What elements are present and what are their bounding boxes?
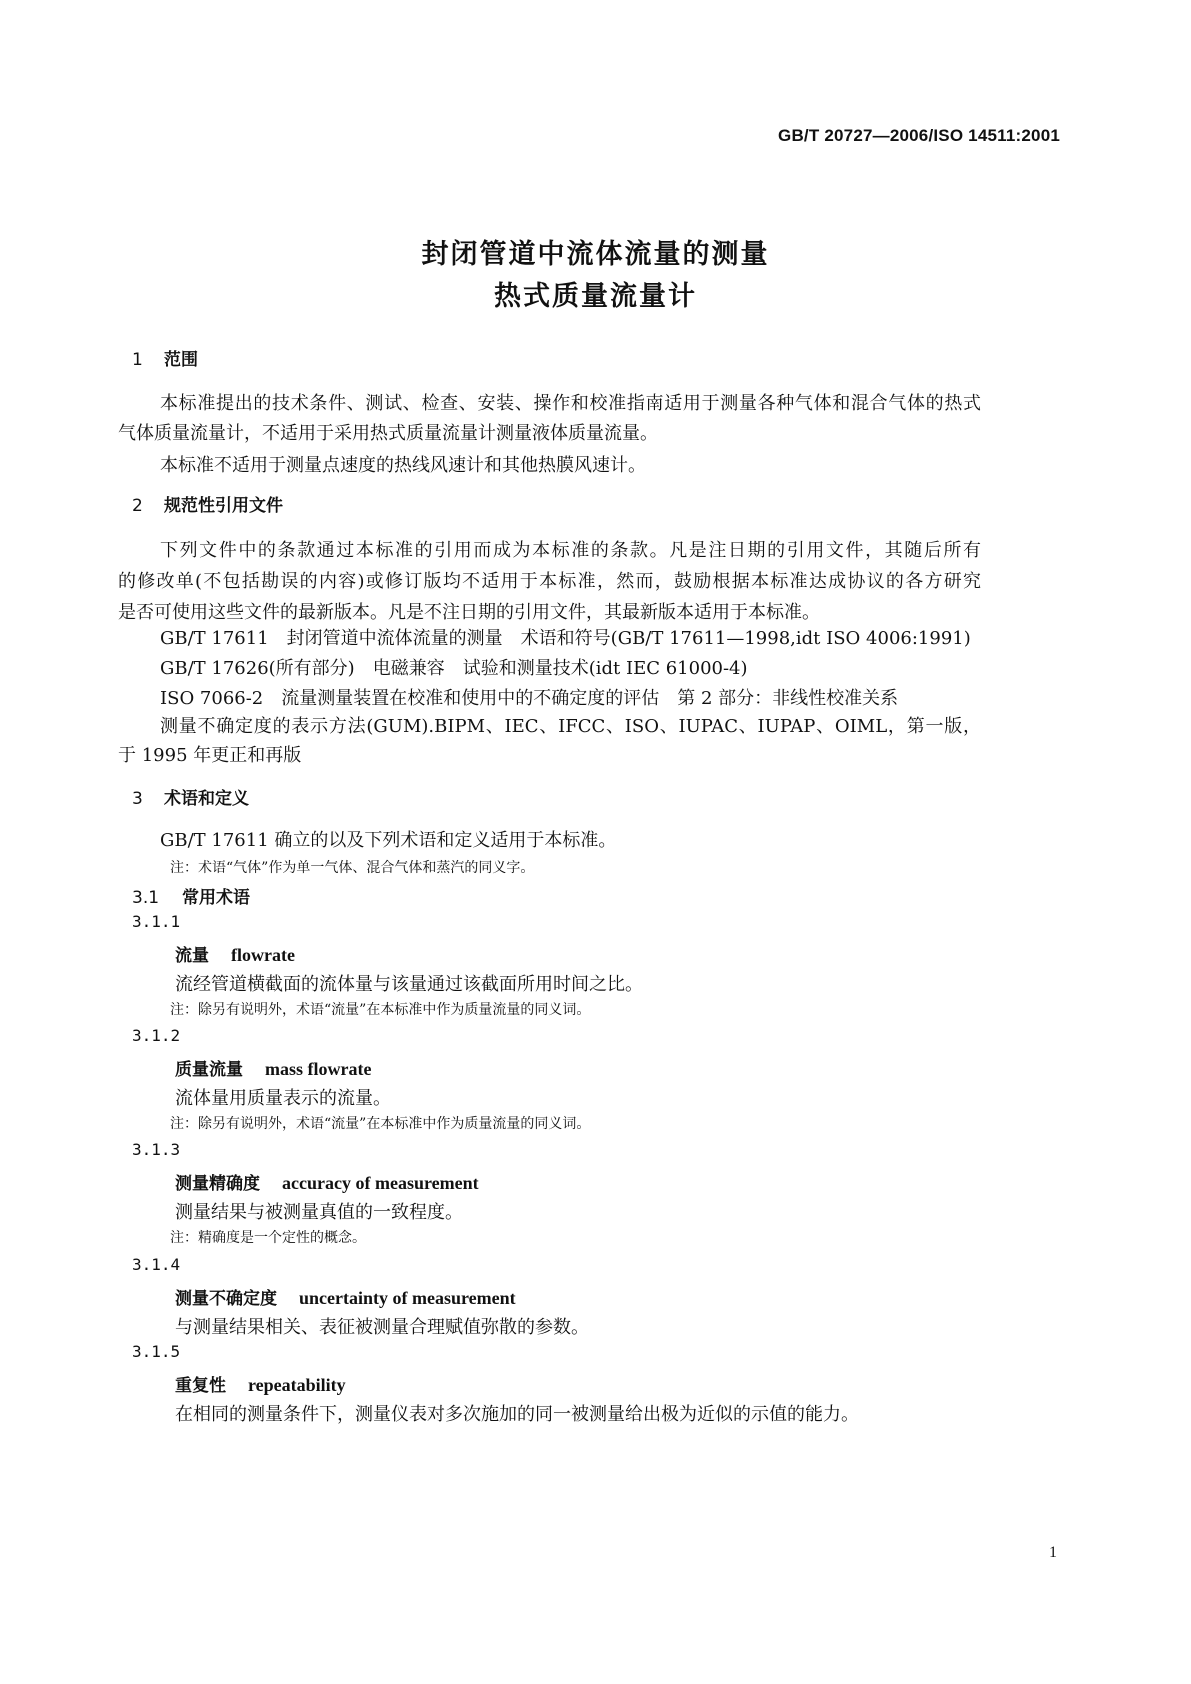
reference-title: 流量测量装置在校准和使用中的不确定度的评估 <box>281 688 660 709</box>
section-label: 范围 <box>164 350 198 370</box>
paragraph: 本标准提出的技术条件、测试、检查、安装、操作和校准指南适用于测量各种气体和混合气体的热式 <box>160 393 981 414</box>
paragraph: 的修改单(不包括勘误的内容)或修订版均不适用于本标准，然而，鼓励根据本标准达成协议的各方研究 <box>118 571 981 592</box>
reference-title: 电磁兼容 <box>372 658 445 679</box>
paragraph: GB/T 17611 确立的以及下列术语和定义适用于本标准。 <box>160 830 617 851</box>
reference-code: GB/T 17626(所有部分) <box>160 658 355 679</box>
clause-number: 3.1.4 <box>132 1255 181 1274</box>
term-note: 注：除另有说明外，术语“流量”在本标准中作为质量流量的同义词。 <box>170 1002 591 1018</box>
section-label: 规范性引用文件 <box>164 496 283 516</box>
reference-title: 封闭管道中流体流量的测量 <box>286 628 503 649</box>
term-definition: 与测量结果相关、表征被测量合理赋值弥散的参数。 <box>175 1317 589 1338</box>
paragraph: 是否可使用这些文件的最新版本。凡是不注日期的引用文件，其最新版本适用于本标准。 <box>118 602 820 623</box>
document-title-line2: 热式质量流量计 <box>494 281 697 312</box>
term-en: mass flowrate <box>265 1059 372 1079</box>
section-number: 1 <box>132 350 143 370</box>
section-1-heading <box>132 345 198 370</box>
paragraph: 下列文件中的条款通过本标准的引用而成为本标准的条款。凡是注日期的引用文件，其随后所有 <box>160 540 981 561</box>
term-heading <box>175 1284 516 1309</box>
term-zh: 测量精确度 <box>175 1174 260 1194</box>
paragraph: 本标准不适用于测量点速度的热线风速计和其他热膜风速计。 <box>160 455 646 476</box>
clause-number: 3.1.2 <box>132 1026 181 1045</box>
term-heading <box>175 1371 346 1396</box>
term-heading <box>175 1055 371 1080</box>
reference-code: GB/T 17611 <box>160 628 269 649</box>
term-heading <box>175 1169 479 1194</box>
section-3-heading <box>132 784 249 809</box>
clause-number: 3.1.5 <box>132 1342 181 1361</box>
section-number: 3 <box>132 789 143 809</box>
term-definition: 测量结果与被测量真值的一致程度。 <box>175 1202 463 1223</box>
term-definition: 流经管道横截面的流体量与该量通过该截面所用时间之比。 <box>175 974 643 995</box>
term-en: uncertainty of measurement <box>299 1288 516 1308</box>
reference-gum: 测量不确定度的表示方法(GUM).BIPM、IEC、IFCC、ISO、IUPAC、IUPAP、OIML，第一版， <box>160 716 981 737</box>
section-number: 2 <box>132 496 143 516</box>
subsection-3-1-heading <box>132 883 250 908</box>
term-definition: 流体量用质量表示的流量。 <box>175 1088 391 1109</box>
subsection-number: 3.1 <box>132 888 160 908</box>
term-note: 注：除另有说明外，术语“流量”在本标准中作为质量流量的同义词。 <box>170 1116 591 1132</box>
term-note: 注：精确度是一个定性的概念。 <box>170 1230 366 1246</box>
reference-extra: 试验和测量技术(idt IEC 61000-4) <box>462 658 748 679</box>
term-zh: 重复性 <box>175 1376 226 1396</box>
term-zh: 流量 <box>175 946 209 966</box>
subsection-label: 常用术语 <box>182 888 250 908</box>
note: 注：术语“气体”作为单一气体、混合气体和蒸汽的同义字。 <box>170 860 535 876</box>
term-zh: 测量不确定度 <box>175 1289 277 1309</box>
reference-code: ISO 7066-2 <box>160 688 264 709</box>
term-definition: 在相同的测量条件下，测量仪表对多次施加的同一被测量给出极为近似的示值的能力。 <box>175 1404 859 1425</box>
term-en: repeatability <box>248 1375 346 1395</box>
section-2-heading <box>132 491 283 516</box>
standard-code: GB/T 20727—2006/ISO 14511:2001 <box>778 126 1060 145</box>
clause-number: 3.1.1 <box>132 912 181 931</box>
reference-extra: 第 2 部分：非线性校准关系 <box>677 688 899 709</box>
term-zh: 质量流量 <box>175 1060 243 1080</box>
section-label: 术语和定义 <box>164 789 249 809</box>
clause-number: 3.1.3 <box>132 1140 181 1159</box>
paragraph: 气体质量流量计，不适用于采用热式质量流量计测量液体质量流量。 <box>118 423 658 444</box>
reference-gum-cont: 于 1995 年更正和再版 <box>118 745 302 766</box>
page-number: 1 <box>1049 1544 1057 1561</box>
document-title-line1: 封闭管道中流体流量的测量 <box>421 239 770 270</box>
term-en: accuracy of measurement <box>282 1173 479 1193</box>
reference-entry <box>160 684 898 710</box>
reference-entry <box>160 624 971 650</box>
term-heading <box>175 941 295 966</box>
reference-entry <box>160 654 748 680</box>
term-en: flowrate <box>231 945 295 965</box>
reference-extra: 术语和符号(GB/T 17611—1998,idt ISO 4006:1991) <box>520 628 971 649</box>
